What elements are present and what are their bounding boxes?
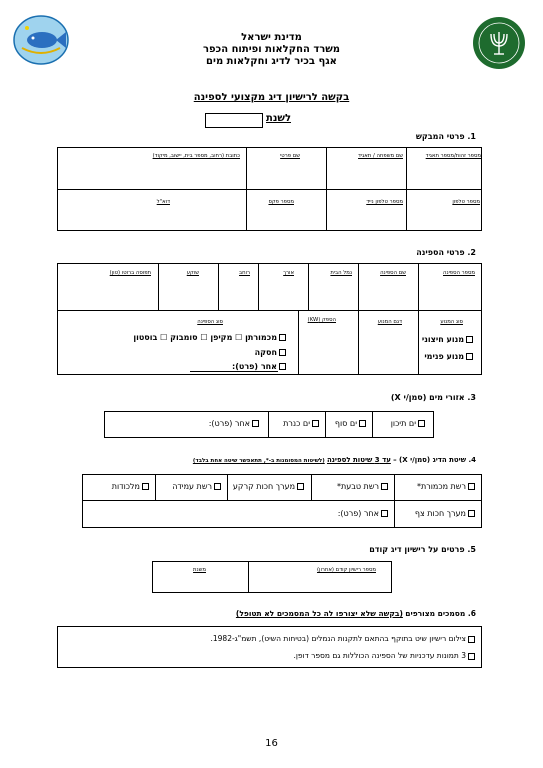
checkbox-icon[interactable]: [381, 510, 388, 517]
year-label: לשנת: [266, 113, 291, 124]
area-other[interactable]: אחר (פרט):: [209, 419, 261, 428]
previous-license-year-cell[interactable]: משנת: [193, 567, 206, 573]
previous-license-number-cell[interactable]: מספר רישיון קודם (אחרון): [316, 567, 376, 573]
vessel-number-cell[interactable]: מספר הספינה: [443, 270, 475, 276]
method-trawl[interactable]: רשת מכמורת*: [417, 482, 477, 491]
checkbox-icon[interactable]: [468, 483, 475, 490]
checkbox-icon[interactable]: [466, 336, 473, 343]
method-bottom-longline[interactable]: מערך חכות קרקע: [233, 482, 306, 491]
vessel-name-cell[interactable]: שם הספינה: [380, 270, 406, 276]
form-title: בקשה לרישיון דיג מקצועי לספינה: [193, 92, 350, 103]
checkbox-icon[interactable]: [279, 349, 286, 356]
vessel-type-hasaka[interactable]: חסקה: [255, 348, 288, 357]
vessel-type-other[interactable]: אחר (פרט):: [232, 362, 288, 371]
mobile-cell[interactable]: מספר טלפון נייד: [366, 199, 403, 205]
previous-license-table: [152, 561, 392, 593]
vessel-other-line[interactable]: [190, 371, 278, 372]
checkbox-icon[interactable]: [279, 363, 286, 370]
checkbox-icon[interactable]: [297, 483, 304, 490]
length-cell[interactable]: אורך: [283, 270, 294, 276]
method-ring-net[interactable]: רשת טבעת*: [337, 482, 390, 491]
checkbox-icon[interactable]: [468, 510, 475, 517]
checkbox-icon[interactable]: [214, 483, 221, 490]
tonnage-cell[interactable]: תפוסה ברוטו (טון): [109, 270, 151, 276]
vessel-type-label: סוג הספינה: [197, 319, 223, 325]
fax-cell[interactable]: מספר פקס: [268, 199, 294, 205]
vessel-type-line1[interactable]: מכמורתן ☐ מקיפן ☐ סומבוק ☐ בוסטון: [133, 333, 288, 342]
checkbox-icon[interactable]: [142, 483, 149, 490]
checkbox-icon[interactable]: [466, 353, 473, 360]
section2-title: 2. פרטי הספינה: [416, 248, 476, 257]
width-cell[interactable]: רוחב: [239, 270, 250, 276]
water-areas-table: [104, 411, 434, 438]
section5-title: 5. פרטים על רישיון דיג קודם: [369, 545, 476, 554]
phone-cell[interactable]: מספר טלפון: [452, 199, 480, 205]
section1-title: 1. פרטי המבקש: [415, 132, 476, 141]
checkbox-icon[interactable]: [468, 653, 475, 660]
documents-table: [57, 626, 482, 668]
header-line-1: מדינת ישראל: [241, 32, 302, 43]
page-number: 16: [265, 738, 278, 749]
first-name-cell[interactable]: שם פרטי: [280, 153, 300, 159]
engine-inboard-option[interactable]: מנוע פנימי: [424, 352, 475, 361]
draft-cell[interactable]: שוקע: [186, 270, 199, 276]
email-cell[interactable]: דוא"ל: [156, 199, 170, 205]
doc-vessel-photos[interactable]: 3 תמונות עדכניות של הספינה הכוללות גם מספר דופן.: [293, 651, 477, 660]
engine-outboard-option[interactable]: מנוע חיצוני: [422, 335, 475, 344]
engine-type-label: סוג המנוע: [440, 319, 463, 325]
method-traps[interactable]: מלכודות: [112, 482, 151, 491]
checkbox-icon[interactable]: [468, 636, 475, 643]
doc-sailing-license[interactable]: צילום רישיון שיט בתוקף בהתאם לתקנות הנמלים (בטיחות השיט), תשמ"ג-1982.: [210, 634, 477, 643]
section3-title: 3. אזורי מים (סמן/י X): [390, 393, 476, 402]
checkbox-icon[interactable]: [252, 420, 259, 427]
area-kinneret[interactable]: ים כנרת: [283, 419, 321, 428]
checkbox-icon[interactable]: [418, 420, 425, 427]
engine-power-label: הספק (KW): [307, 317, 336, 323]
checkbox-icon[interactable]: [381, 483, 388, 490]
header-line-2: משרד החקלאות ופיתוח הכפר: [202, 44, 341, 55]
checkbox-icon[interactable]: [359, 420, 366, 427]
method-gillnet[interactable]: רשת עמידה: [172, 482, 223, 491]
surname-cell[interactable]: שם משפחה / תאגיד: [358, 153, 403, 159]
home-port-cell[interactable]: נמל הבית: [330, 270, 352, 276]
area-red-sea[interactable]: ים סוף: [335, 419, 368, 428]
checkbox-icon[interactable]: [279, 334, 286, 341]
method-other[interactable]: אחר (פרט):: [338, 509, 390, 518]
year-input[interactable]: [205, 113, 263, 128]
section4-title: 4. שיטת הדיג (סמן/י X) – עד 3 שיטות לספינה (לשיטות המסומנות ב-*, תתאפשר שיטה אחת בלבד): [192, 456, 476, 464]
header-line-3: אגף בכיר לדיג וחקלאות מים: [206, 56, 337, 67]
id-number-cell[interactable]: מספר זהות/מספר תאגיד: [425, 153, 481, 159]
method-floating-longline[interactable]: מערך חכות צף: [415, 509, 477, 518]
section6-title: 6. מסמכים מצורפים (בקשה שלא יצורפו לה כל המסמכים לא תטופל): [235, 609, 476, 618]
checkbox-icon[interactable]: [312, 420, 319, 427]
address-cell[interactable]: כתובת (רחוב, מספר בית, יישוב, מיקוד): [152, 153, 240, 159]
area-mediterranean[interactable]: ים תיכון: [391, 419, 427, 428]
engine-model-label: דגם המנוע: [377, 319, 402, 325]
